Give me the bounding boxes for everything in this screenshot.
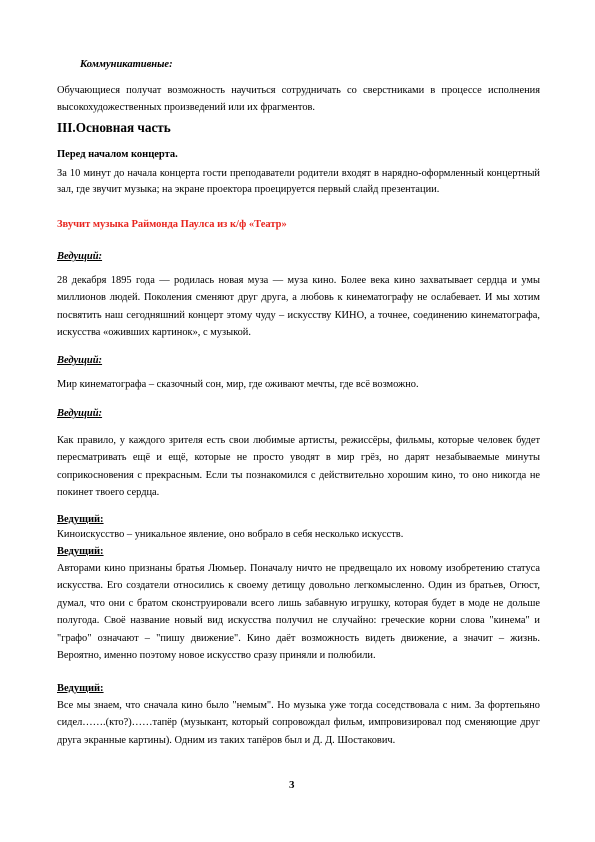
music-line: Звучит музыка Раймонда Паулса из к/ф «Театр»	[57, 219, 287, 230]
intro-paragraph: Обучающиеся получат возможность научиться сотрудничать со сверстниками в процессе исполнения высокохудожественных произведений или их фрагментов.	[57, 85, 540, 114]
communicative-heading: Коммуникативные:	[80, 59, 173, 70]
speaker-label: Ведущий:	[57, 251, 103, 262]
section-heading: III.Основная часть	[57, 120, 171, 135]
speaker-paragraph-4: Киноискусство – уникальное явление, оно вобрало в себя несколько искусств.	[57, 529, 404, 540]
before-concert-heading: Перед началом концерта.	[57, 149, 178, 160]
speaker-label: Ведущий:	[57, 546, 104, 557]
speaker-paragraph-3: Как правило, у каждого зрителя есть свои любимые артисты, режиссёры, фильмы, которые человек будет пересматривать ещё и ещё, которые не просто уводят в мир грёз, но дарят незабываемые минуты соприкосновения с прекрасным. Если ты познакомился с действительно хорошим кино, то оно никогда не покинет твоего сердца.	[57, 435, 540, 499]
speaker-label: Ведущий:	[57, 408, 103, 419]
speaker-label: Ведущий:	[57, 514, 104, 525]
speaker-label: Ведущий:	[57, 683, 104, 694]
speaker-label: Ведущий:	[57, 355, 103, 366]
speaker-paragraph-6: Все мы знаем, что сначала кино было "немым". Но музыка уже тогда соседствовала с ним. За фортепьяно сидел…….(кто?)……тапёр (музыкант, который сопровождал фильм, импровизировал под сменяющие друг друга экранные картины). Одним из таких тапёров был и Д. Д. Шостакович.	[57, 700, 540, 746]
speaker-paragraph-2: Мир кинематографа – сказочный сон, мир, где оживают мечты, где всё возможно.	[57, 379, 419, 390]
speaker-paragraph-5: Авторами кино признаны братья Люмьер. Поначалу ничто не предвещало их новому изобретению статуса искусства. Его создатели относились к своему детищу довольно легкомысленно. Один из братьев, Огюст, думал, что они с братом сконструировали всего лишь забавную игрушку, которая будет в моде не дольше полугода. Своё название новый вид искусства получил не случайно: греческие корни слова "кинема" и "графо" означают – "пишу движение". Кино даёт возможность видеть движение, а значит – жизнь. Вероятно, именно поэтому новое искусство сразу приняли и полюбили.	[57, 563, 540, 662]
preparation-paragraph: За 10 минут до начала концерта гости преподаватели родители входят в нарядно-оформленный концертный зал, где звучит музыка; на экране проектора проецируется первый слайд презентации.	[57, 168, 540, 195]
page-number: 3	[289, 779, 295, 791]
speaker-paragraph-1: 28 декабря 1895 года — родилась новая муза — муза кино. Более века кино захватывает сердца и умы миллионов людей. Поколения сменяют друг друга, а любовь к кинематографу не ослабевает. И мы хотим посвятить наш сегодняшний концерт этому чуду – искусству КИНО, а точнее, соединению кинематографа, искусства «ожившиx картинок», с музыкой.	[57, 275, 540, 339]
